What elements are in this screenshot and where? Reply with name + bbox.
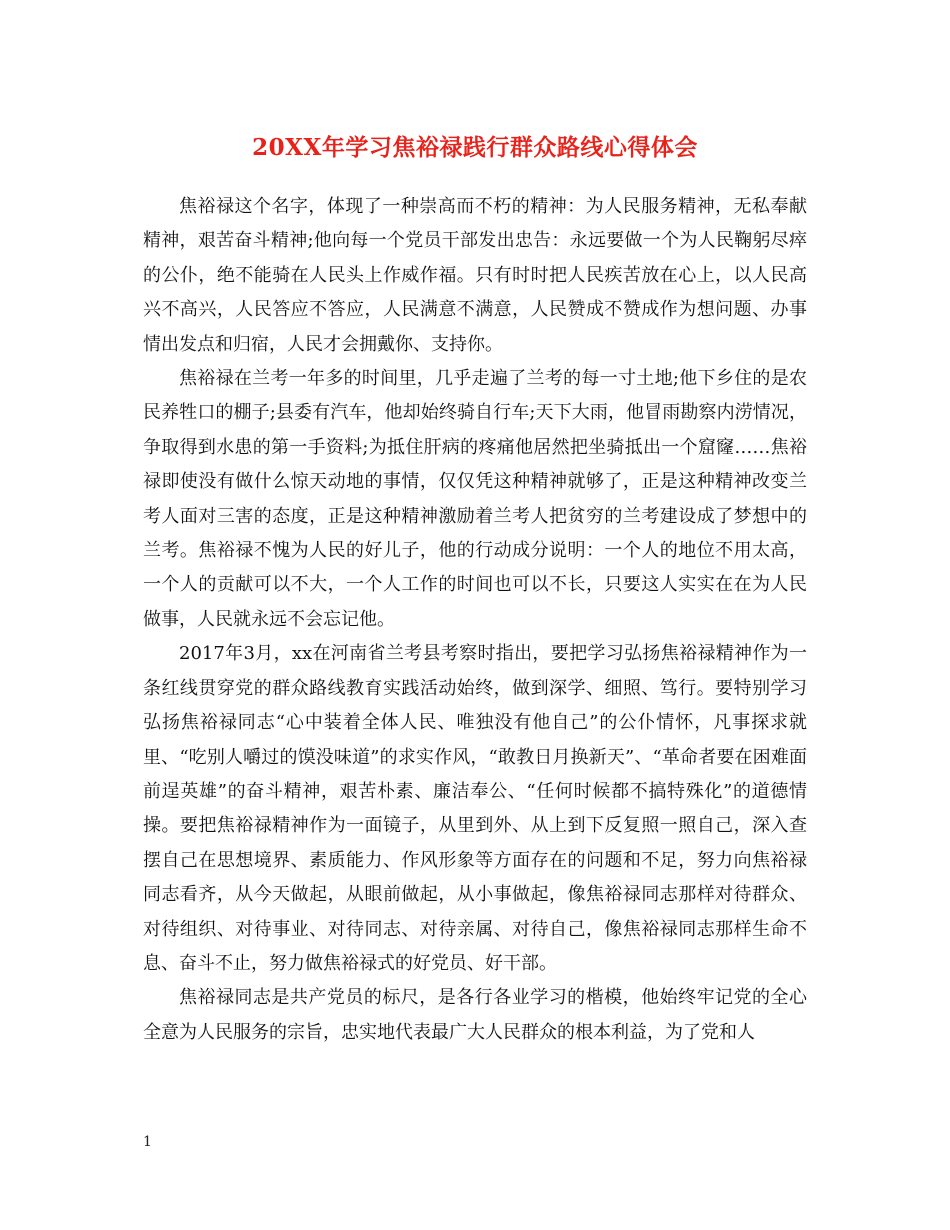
paragraph: 焦裕禄这个名字，体现了一种崇高而不朽的精神：为人民服务精神，无私奉献精神，艰苦奋斗精神;他向每一个党员干部发出忠告：永远要做一个为人民鞠躬尽瘁的公仆，绝不能骑在人民头上作威作福。只有时时把人民疾苦放在心上，以人民高兴不高兴，人民答应不答应，人民满意不满意，人民赞成不赞成作为想问题、办事情出发点和归宿，人民才会拥戴你、支持你。 xyxy=(143,196,807,355)
document-body xyxy=(143,190,807,1050)
paragraph: 焦裕禄在兰考一年多的时间里，几乎走遍了兰考的每一寸土地;他下乡住的是农民养牲口的棚子;县委有汽车，他却始终骑自行车;天下大雨，他冒雨勘察内涝情况，争取得到水患的第一手资料;为抵住肝病的疼痛他居然把坐骑抵出一个窟窿……焦裕禄即使没有做什么惊天动地的事情，仅仅凭这种精神就够了，正是这种精神改变兰考人面对三害的态度，正是这种精神激励着兰考人把贫穷的兰考建设成了梦想中的兰考。焦裕禄不愧为人民的好儿子，他的行动成分说明：一个人的地位不用太高，一个人的贡献可以不大，一个人工作的时间也可以不长，只要这人实实在在为人民做事，人民就永远不会忘记他。 xyxy=(143,368,807,630)
paragraph: 2017年3月，xx在河南省兰考县考察时指出，要把学习弘扬焦裕禄精神作为一条红线贯穿党的群众路线教育实践活动始终，做到深学、细照、笃行。要特别学习弘扬焦裕禄同志“心中装着全体人民、唯独没有他自己”的公仆情怀，凡事探求就里、“吃别人嚼过的馍没味道”的求实作风，“敢教日月换新天”、“革命者要在困难面前逞英雄”的奋斗精神，艰苦朴素、廉洁奉公、“任何时候都不搞特殊化”的道德情操。要把焦裕禄精神作为一面镜子，从里到外、从上到下反复照一照自己，深入查摆自己在思想境界、素质能力、作风形象等方面存在的问题和不足，努力向焦裕禄同志看齐，从今天做起，从眼前做起，从小事做起，像焦裕禄同志那样对待群众、对待组织、对待事业、对待同志、对待亲属、对待自己，像焦裕禄同志那样生命不息、奋斗不止，努力做焦裕禄式的好党员、好干部。 xyxy=(143,643,807,974)
paragraph: 焦裕禄同志是共产党员的标尺，是各行各业学习的楷模，他始终牢记党的全心全意为人民服务的宗旨，忠实地代表最广大人民群众的根本利益，为了党和人 xyxy=(143,987,807,1043)
document-title: 20XX年学习焦裕禄践行群众路线心得体会 xyxy=(252,134,698,161)
page-number: 1 xyxy=(143,1134,152,1150)
